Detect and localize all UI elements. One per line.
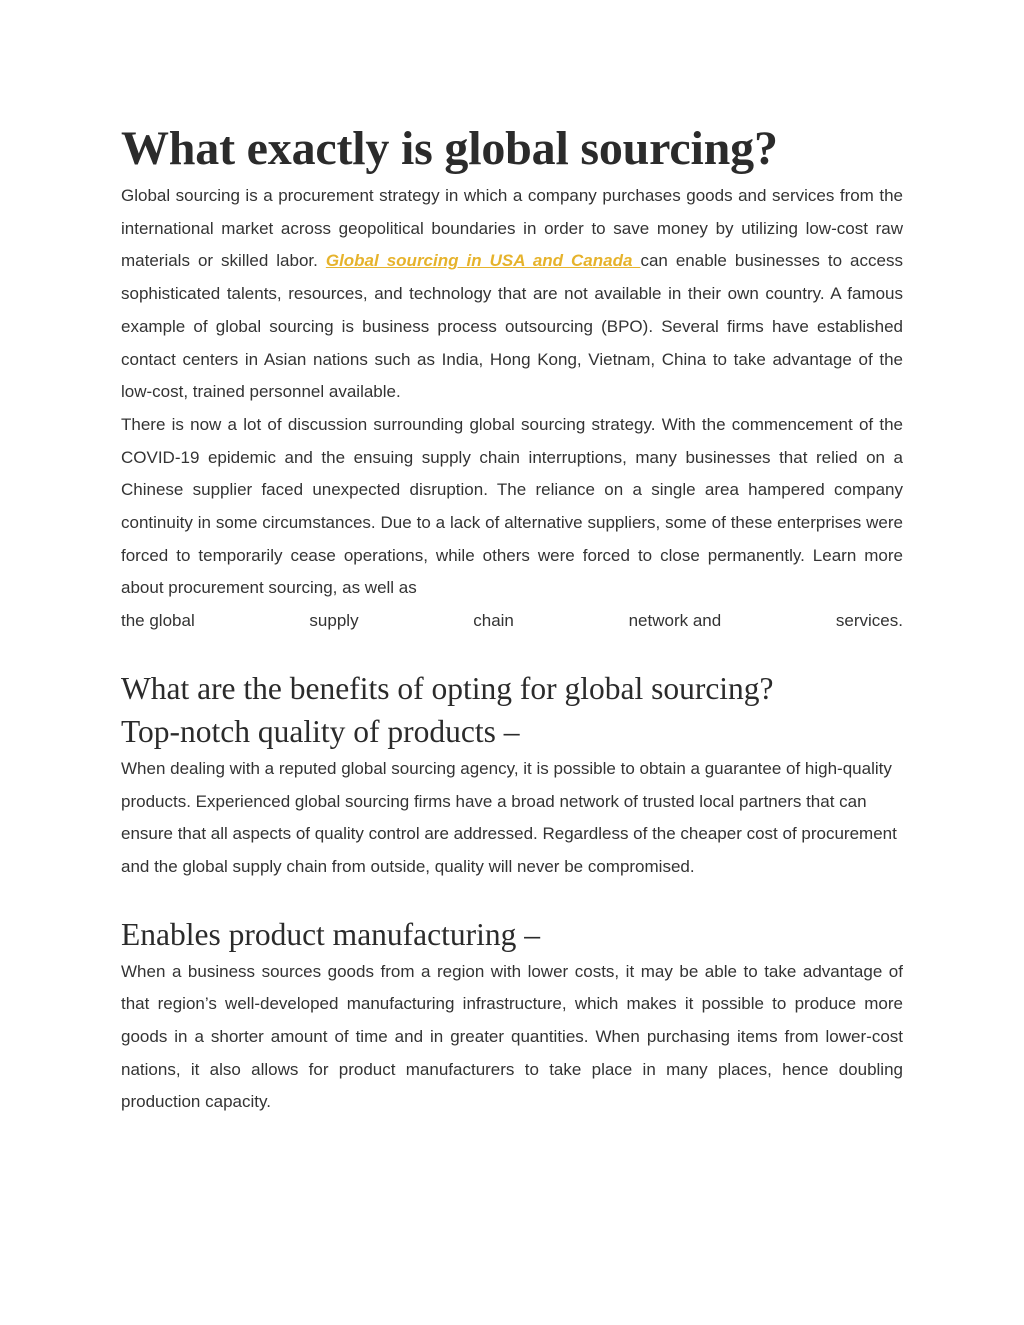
intro-text-after-link: can enable businesses to access sophisticated talents, resources, and technology that are not available in their own country. A famous example of global sourcing is business process outsourcing (BPO). Several firms have established contact centers in Asian nations such as India, Hong Kong, Vietnam, China to take advantage of the low-cost, trained personnel available. [121,251,903,402]
last-line-word: services. [835,611,903,631]
last-line-word: network and [628,611,722,631]
last-line-word: supply [309,611,359,631]
document-page [121,118,903,1119]
manufacturing-heading: Enables product manufacturing – [121,916,540,952]
quality-subheading: Top-notch quality of products – [121,713,520,749]
last-line-word: chain [473,611,514,631]
discussion-last-line [121,605,903,638]
page-title: What exactly is global sourcing? [121,122,778,175]
benefits-heading: What are the benefits of opting for global sourcing? [121,670,774,706]
quality-paragraph: When dealing with a reputed global sourcing agency, it is possible to obtain a guarantee of high-quality products. Experienced global sourcing firms have a broad network of trusted local partners that can ensure that all aspects of quality control are addressed. Regardless of the cheaper cost of procurement and the global supply chain from outside, quality will never be compromised. [121,758,897,876]
manufacturing-paragraph: When a business sources goods from a region with lower costs, it may be able to take advantage of that region’s well-developed manufacturing infrastructure, which makes it possible to produce more goods in a shorter amount of time and in greater quantities. When purchasing items from lower-cost nations, it also allows for product manufacturers to take place in many places, hence doubling production capacity. [121,961,903,1112]
discussion-paragraph: There is now a lot of discussion surrounding global sourcing strategy. With the commencement of the COVID-19 epidemic and the ensuing supply chain interruptions, many businesses that relied on a Chinese supplier faced unexpected disruption. The reliance on a single area hampered company continuity in some circumstances. Due to a lack of alternative suppliers, some of these enterprises were forced to temporarily cease operations, while others were forced to close permanently. Learn more about procurement sourcing, as well as [121,414,903,598]
intro-text-before-link: Global sourcing is a procurement strategy in which a company purchases goods and services from the international market across geopolitical boundaries in order to save money by utilizing low-cost raw materials or skilled labor. [121,186,903,271]
global-sourcing-usa-canada-link[interactable]: Global sourcing in USA and Canada [325,251,641,271]
last-line-word: the global [121,611,195,631]
intro-paragraph [121,180,903,409]
